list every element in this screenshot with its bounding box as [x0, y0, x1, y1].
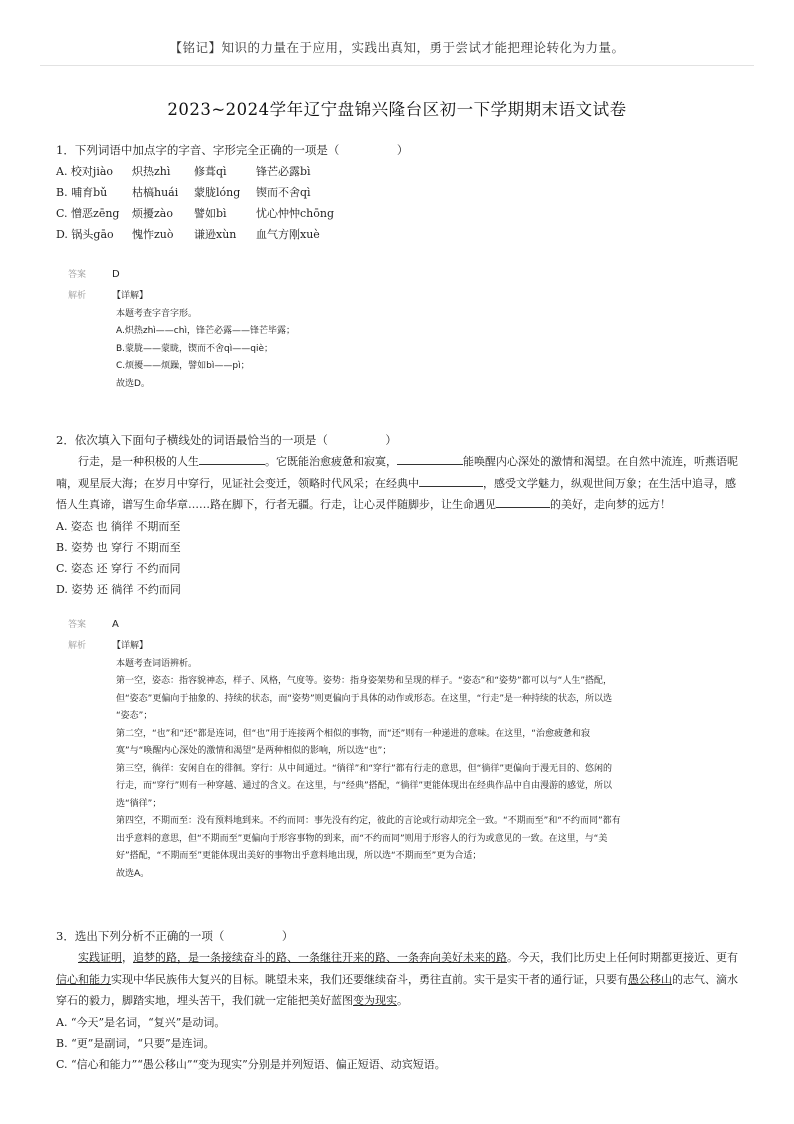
option-cell: 忧心忡忡chōng — [256, 207, 334, 220]
analysis-line: 第一空，姿态：指容貌神态，样子、风格，气度等。姿势：指身姿架势和呈现的样子。“姿态”和“姿势”都可以与“人生”搭配， — [116, 676, 612, 686]
question-1-option-c[interactable] — [56, 203, 746, 224]
analysis-line: “姿态”； — [116, 711, 153, 721]
option-cell: 枯槁huái — [132, 186, 179, 199]
option-cell: C. 憎恶zēng — [56, 207, 120, 220]
question-2-option-c[interactable]: C. 姿态 还 穿行 不约而同 — [56, 561, 181, 575]
analysis-line: 故选D。 — [116, 378, 150, 389]
question-1-stem: 1．下列词语中加点字的字音、字形完全正确的一项是（ ） — [56, 143, 409, 157]
option-cell: A. 校对jiào — [56, 165, 114, 178]
answer-value: D — [112, 269, 120, 280]
passage-text: 。它既能治愈疲惫和寂寞， — [265, 455, 397, 468]
option-cell: 谦逊xùn — [194, 228, 237, 241]
answer-value: A — [112, 619, 119, 630]
analysis-line: 故选A。 — [116, 868, 150, 879]
analysis-line: 第四空，不期而至：没有预料地到来。不约而同：事先没有约定，彼此的言论或行动却完全一致。“不期而至”和“不约而同”都有 — [116, 816, 621, 826]
passage-text: 行走，是一种积极的人生 — [78, 455, 199, 468]
question-3-stem: 3．选出下列分析不正确的一项（ ） — [56, 929, 294, 943]
question-3 — [56, 926, 746, 1075]
option-cell: D. 锅头gāo — [56, 228, 114, 241]
question-2-stem: 2．依次填入下面句子横线处的词语最恰当的一项是（ ） — [56, 433, 397, 447]
blank-3[interactable] — [419, 475, 483, 487]
blank-1[interactable] — [199, 453, 265, 465]
header-divider — [40, 65, 754, 66]
analysis-line: 【详解】 — [112, 641, 149, 651]
analysis-line: B.蒙胧——蒙眬，锲而不舍qì——qiè； — [116, 343, 273, 354]
question-2 — [56, 430, 746, 600]
passage-text: 。今天，我们比历史上任何时期都更接近、更有 — [507, 951, 738, 964]
option-cell: 修葺qì — [194, 165, 227, 178]
analysis-line: 【详解】 — [112, 291, 149, 301]
analysis-label: 解析 — [68, 641, 87, 651]
option-cell: 烦擾zào — [132, 207, 173, 220]
answer-label: 答案 — [68, 620, 87, 630]
analysis-line: 寞”与“唤醒内心深处的激情和渴望”是两种相似的影响，所以选“也”； — [116, 746, 392, 756]
question-1-answer — [68, 262, 758, 281]
option-cell: 炽热zhì — [132, 165, 171, 178]
underlined-phrase: 变为现实 — [353, 994, 397, 1007]
question-1-option-a[interactable] — [56, 161, 746, 182]
question-2-option-b[interactable]: B. 姿势 也 穿行 不期而至 — [56, 540, 181, 554]
answer-label: 答案 — [68, 270, 87, 280]
option-cell: 蒙胧lóng — [194, 186, 241, 199]
option-cell: 愧怍zuò — [132, 228, 174, 241]
question-3-option-b[interactable]: B. “更”是副词，“只要”是连词。 — [56, 1036, 215, 1050]
option-cell: 血气方刚xuè — [256, 228, 320, 241]
analysis-line: 选“徜徉”； — [116, 798, 162, 809]
analysis-line: 好”搭配，“不期而至”更能体现出美好的事物出乎意料地出现，所以选“不期而至”更为合适； — [116, 851, 482, 861]
passage-text: 。 — [397, 994, 408, 1007]
analysis-line: 第三空，徜徉：安闲自在的徘徊。穿行：从中间通过。“徜徉”和“穿行”都有行走的意思，但“徜徉”更偏向于漫无目的、悠闲的 — [116, 763, 612, 774]
analysis-line: 行走，而“穿行”则有一种穿越、通过的含义。在这里，与“经典”搭配，“徜徉”更能体现出在经典作品中自由漫游的感觉，所以 — [116, 781, 612, 791]
question-1-option-d[interactable] — [56, 224, 746, 245]
question-1-option-b[interactable] — [56, 182, 746, 203]
passage-text: 实现中华民族伟大复兴的目标。眺望未来，我们还要继续奋斗，勇往直前。实干是实干者的通行证，只要有 — [111, 972, 628, 986]
passage-text: ，感受文学魅力，纵观世间万象；在生活中追寻，感悟人生真谛，谱写生命华章……路在脚下，行者无疆。行走，让心灵伴随脚步，让生命遇见 — [56, 476, 736, 511]
analysis-line: 出乎意料的意思，但“不期而至”更偏向于形容事物的到来，而“不约而同”则用于形容人的行为或意见的一致。在这里，与“美 — [116, 833, 608, 844]
underlined-phrase: 实践证明 — [78, 951, 122, 964]
underlined-phrase: 信心和能力 — [56, 972, 111, 986]
motto-header: 【铭记】知识的力量在于应用，实践出真知，勇于尝试才能把理论转化为力量。 — [169, 40, 625, 55]
option-cell: 譬如bì — [194, 207, 227, 220]
question-2-passage — [56, 451, 746, 516]
page-title: 2023~2024学年辽宁盘锦兴隆台区初一下学期期末语文试卷 — [167, 100, 627, 119]
question-3-option-c[interactable]: C. “信心和能力”“愚公移山”“变为现实”分别是并列短语、偏正短语、动宾短语。 — [56, 1057, 446, 1071]
option-cell: B. 哺育bǔ — [56, 186, 108, 199]
question-2-option-a[interactable]: A. 姿态 也 徜徉 不期而至 — [56, 519, 181, 533]
question-2-answer — [68, 612, 758, 631]
analysis-line: A.炽热zhì——chì，锋芒必露——锋芒毕露； — [116, 326, 295, 336]
analysis-line: 但“姿态”更偏向于抽象的、持续的状态，而“姿势”则更偏向于具体的动作或形态。在这里，“行走”是一种持续的状态，所以选 — [116, 693, 612, 704]
analysis-line: 第二空，“也”和“还”都是连词，但“也”用于连接两个相似的事物，而“还”则有一种递进的意味。在这里，“治愈疲惫和寂 — [116, 728, 590, 739]
analysis-line: 本题考查词语辨析。 — [116, 658, 198, 669]
question-1 — [56, 140, 746, 245]
question-2-analysis — [68, 638, 748, 883]
passage-text: 的美好，走向梦的远方！ — [550, 498, 671, 511]
blank-4[interactable] — [496, 496, 550, 508]
question-3-option-a[interactable]: A. “今天”是名词，“复兴”是动词。 — [56, 1015, 226, 1029]
passage-text: ， — [122, 951, 133, 964]
question-3-passage — [56, 947, 746, 1012]
question-1-analysis — [68, 288, 748, 393]
passage-text: 的志气、滴水穿石的毅力，脚踏实地，埋头苦干，我们就一定能把美好蓝图 — [56, 972, 738, 1007]
underlined-phrase: 愚公移山 — [628, 972, 672, 986]
analysis-line: 本题考查字音字形。 — [116, 308, 198, 319]
question-2-option-d[interactable]: D. 姿势 还 徜徉 不约而同 — [56, 582, 181, 596]
analysis-line: C.烦擾——烦躁，譬如bì——pì； — [116, 361, 250, 371]
option-cell: 锲而不舍qì — [256, 186, 311, 199]
blank-2[interactable] — [397, 453, 463, 465]
option-cell: 锋芒必露bì — [256, 165, 311, 178]
underlined-phrase: 追梦的路，是一条接续奋斗的路、一条继往开来的路、一条奔向美好未来的路 — [133, 951, 507, 964]
passage-text: 能唤醒内心深处的激情和渴望。在自然中流连，听燕语呢喃，观星辰大海；在岁月中穿行，见证社会变迁，领略时代风采；在经典中 — [56, 455, 738, 490]
analysis-label: 解析 — [68, 291, 87, 301]
